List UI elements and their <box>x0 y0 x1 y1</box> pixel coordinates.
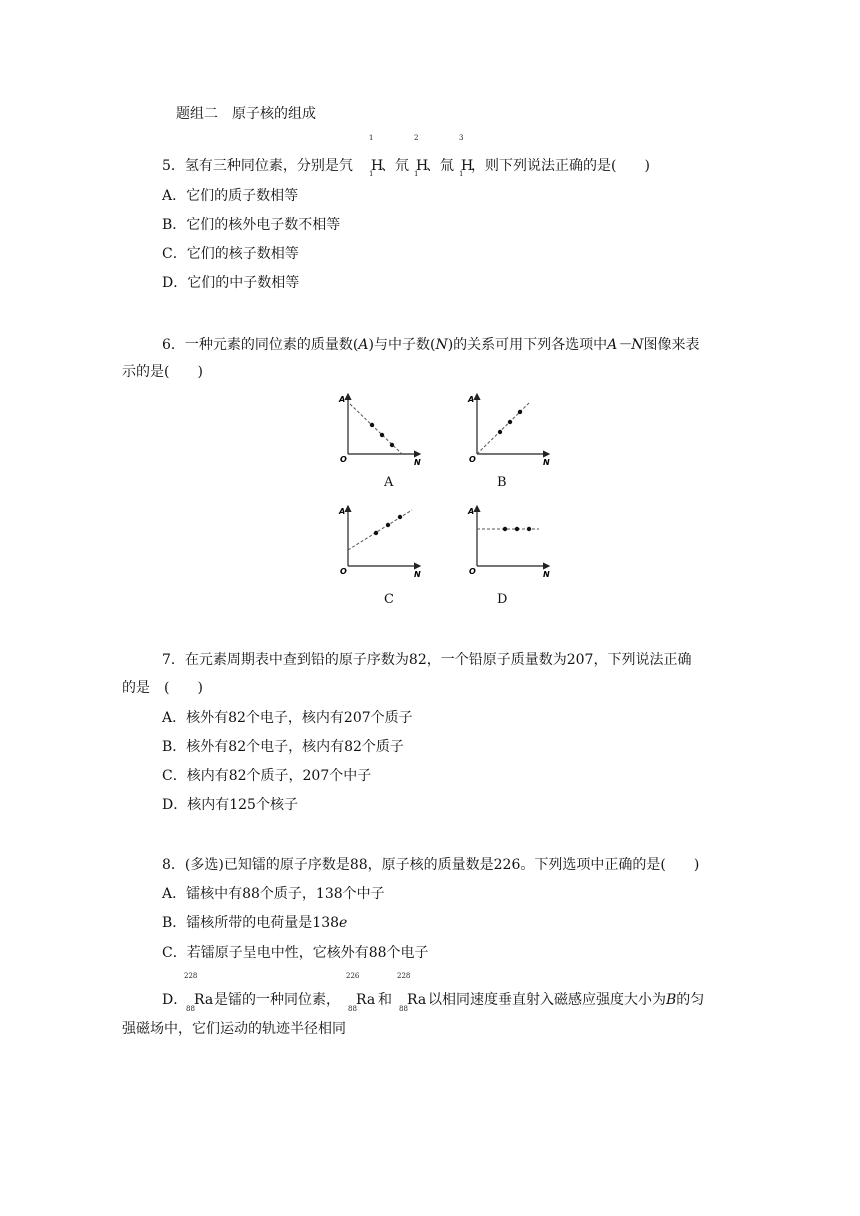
q7-option-b: B．核外有82个电子，核内有82个质子 <box>162 739 404 755</box>
data-point <box>508 420 512 424</box>
data-point <box>515 527 519 531</box>
data-point <box>374 531 378 535</box>
q7-option-d: D．核内有125个核子 <box>162 797 298 813</box>
ra228-mass-number: 228 <box>184 972 198 980</box>
q8-option-d-line-2: 强磁场中，它们运动的轨迹半径相同 <box>122 1021 346 1037</box>
q6-caption-c: C <box>384 592 394 607</box>
q5-option-a: A．它们的质子数相等 <box>162 188 299 204</box>
q7-option-a: A．核外有82个电子，核内有207个质子 <box>162 710 413 726</box>
origin-label: O <box>469 455 476 464</box>
trend-line <box>350 404 402 454</box>
q8-option-c: C．若镭原子呈电中性，它核外有88个电子 <box>162 945 429 961</box>
q5-separator-2: 、 <box>426 158 440 174</box>
q5-isotope-symbol-2: H <box>416 158 429 174</box>
data-point <box>398 515 402 519</box>
q5-name-3: 氚 <box>440 158 454 174</box>
data-point <box>390 443 394 447</box>
q8-option-d-prefix: D． <box>162 992 188 1008</box>
q5-option-c: C．它们的核子数相等 <box>162 246 299 262</box>
q5-separator-1: 、 <box>381 158 395 174</box>
data-point <box>380 433 384 437</box>
q6-graph-b <box>465 388 555 468</box>
ra228-symbol: Ra <box>194 992 214 1008</box>
origin-label: O <box>340 567 347 576</box>
q8-option-a: A．镭核中有88个质子，138个中子 <box>162 886 385 902</box>
q8-option-d-text-3: 以相同速度垂直射入磁感应强度大小为B的匀 <box>428 992 705 1008</box>
q5-mass-number-3: 3 <box>459 134 464 142</box>
ra228b-symbol: Ra <box>407 992 427 1008</box>
ra228-atomic-number: 88 <box>186 1005 195 1013</box>
q6-stem-line-1: 6．一种元素的同位素的质量数(A)与中子数(N)的关系可用下列各选项中A－N图像来表 <box>162 337 700 353</box>
q7-stem-line-1: 7．在元素周期表中查到铅的原子序数为82，一个铅原子质量数为207，下列说法正确 <box>162 652 692 668</box>
q8-option-b: B．镭核所带的电荷量是138e <box>162 915 348 931</box>
data-point <box>386 523 390 527</box>
q5-stem-pre: 5．氢有三种同位素，分别是氕 <box>162 158 353 174</box>
data-point <box>527 527 531 531</box>
q5-atomic-number-3: 1 <box>459 170 464 178</box>
y-axis-label: A <box>468 507 475 516</box>
data-point <box>518 410 522 414</box>
ra226-atomic-number: 88 <box>348 1005 357 1013</box>
y-axis-label: A <box>468 395 475 404</box>
q5-option-d: D．它们的中子数相等 <box>162 275 300 291</box>
y-axis-label: A <box>339 395 346 404</box>
q8-stem: 8．(多选)已知镭的原子序数是88，原子核的质量数是226。下列选项中正确的是( ) <box>162 857 700 873</box>
q6-graph-a <box>336 388 426 468</box>
x-axis-label: N <box>414 570 421 579</box>
data-point <box>503 527 507 531</box>
q5-stem-post: ，则下列说法正确的是( ) <box>471 158 650 174</box>
q7-stem-line-2: 的是 ( ) <box>122 680 203 696</box>
q8-option-d-text-1: 是镭的一种同位素， <box>214 992 340 1008</box>
q5-atomic-number-1: 1 <box>369 170 374 178</box>
origin-label: O <box>340 455 347 464</box>
data-point <box>498 430 502 434</box>
trend-line <box>348 510 412 550</box>
q7-option-c: C．核内有82个质子，207个中子 <box>162 768 372 784</box>
x-axis-label: N <box>543 458 550 467</box>
origin-label: O <box>469 567 476 576</box>
section-title: 题组二 原子核的组成 <box>176 106 316 122</box>
data-point <box>370 423 374 427</box>
x-axis-label: N <box>543 570 550 579</box>
ra228b-atomic-number: 88 <box>399 1005 408 1013</box>
q8-option-d-text-2: 和 <box>378 992 392 1008</box>
q6-caption-d: D <box>497 592 508 607</box>
q5-mass-number-1: 1 <box>369 134 374 142</box>
q6-graph-c <box>336 500 426 580</box>
q6-caption-a: A <box>384 475 394 490</box>
ra226-mass-number: 226 <box>346 972 360 980</box>
q6-caption-b: B <box>497 475 507 490</box>
q5-atomic-number-2: 1 <box>414 170 419 178</box>
q5-name-2: 氘 <box>395 158 409 174</box>
q5-isotope-symbol-1: H <box>371 158 384 174</box>
ra226-symbol: Ra <box>356 992 376 1008</box>
q5-isotope-symbol-3: H <box>461 158 474 174</box>
q6-graph-d <box>465 500 555 580</box>
y-axis-label: A <box>339 507 346 516</box>
q6-stem-line-2: 示的是( ) <box>122 364 203 380</box>
ra228b-mass-number: 228 <box>397 972 411 980</box>
x-axis-label: N <box>414 458 421 467</box>
q5-option-b: B．它们的核外电子数不相等 <box>162 217 341 233</box>
q5-mass-number-2: 2 <box>414 134 419 142</box>
